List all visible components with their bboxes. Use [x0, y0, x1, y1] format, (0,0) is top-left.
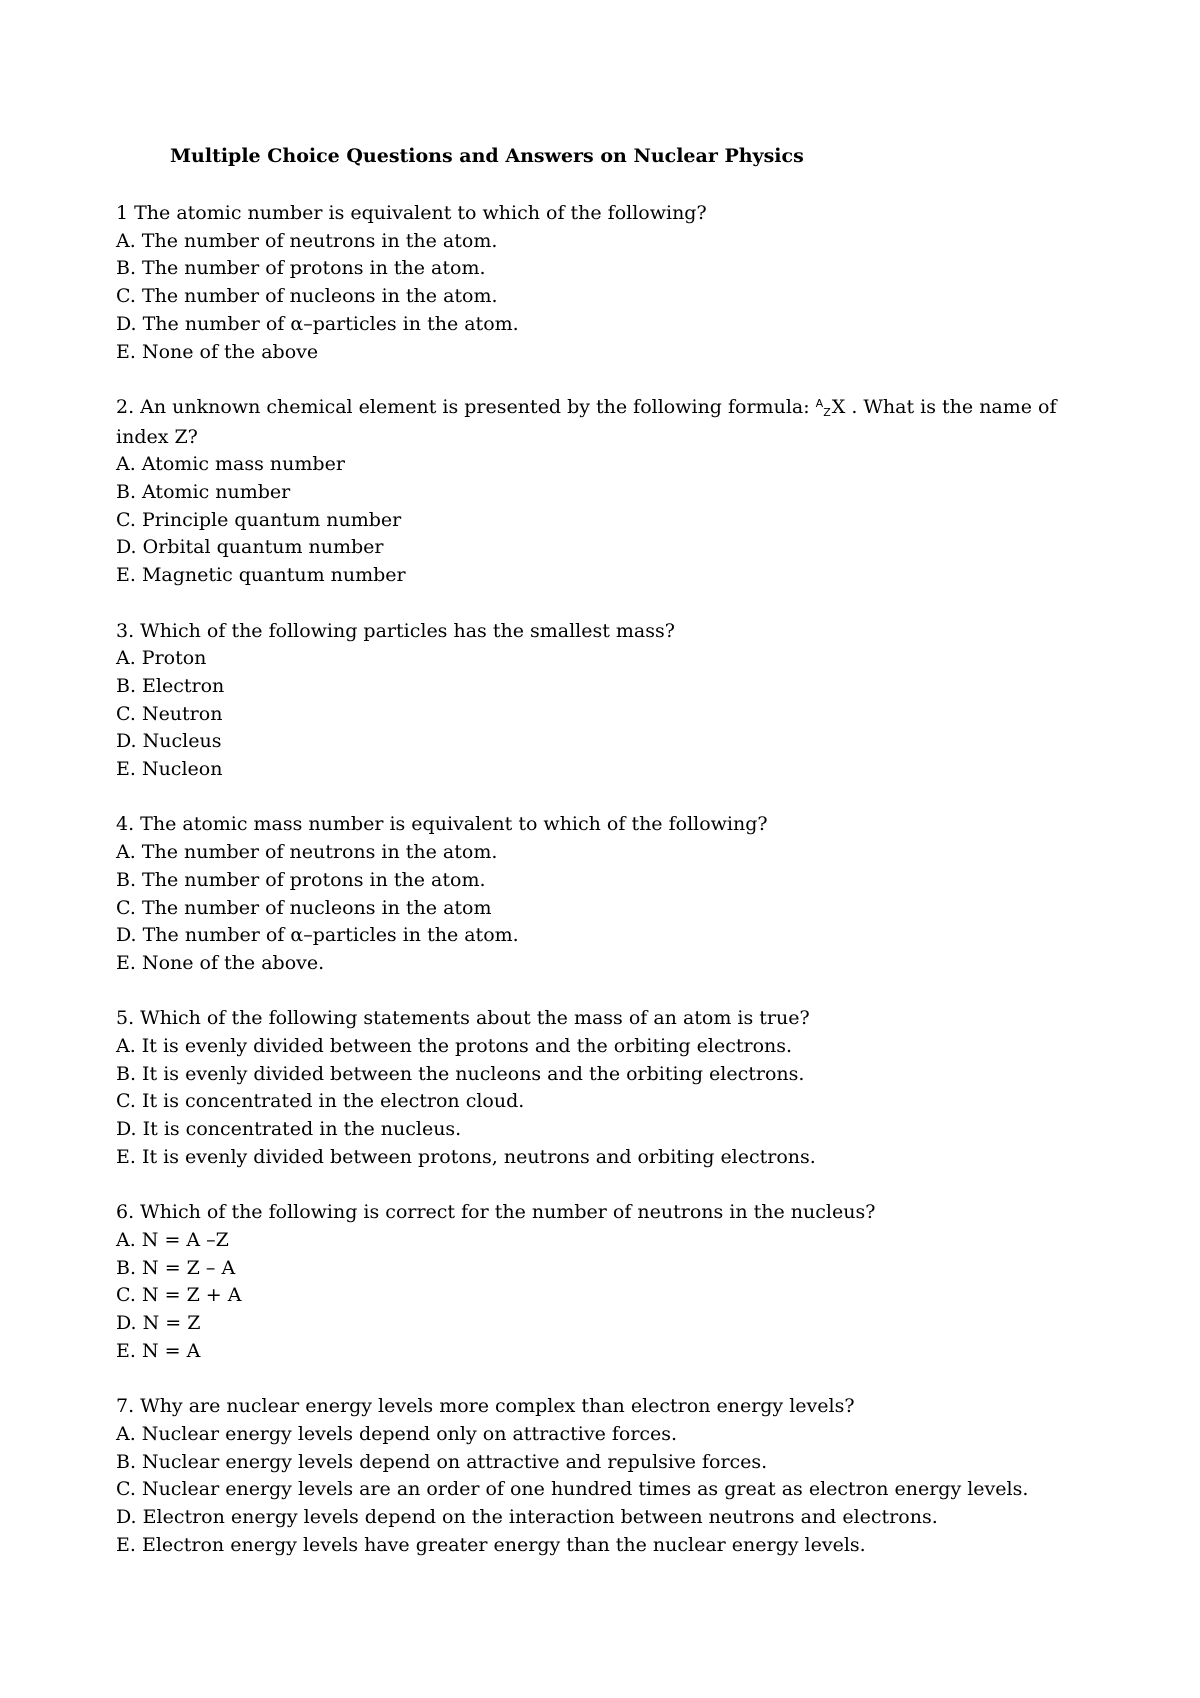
answer-option: E. Nucleon	[116, 758, 223, 781]
answer-option: E. None of the above	[116, 340, 319, 363]
answer-option: E. N = A	[116, 1339, 201, 1362]
answer-option: A. The number of neutrons in the atom.	[116, 229, 498, 252]
answer-option: D. N = Z	[116, 1312, 201, 1335]
question-text: 1 The atomic number is equivalent to which of the following?	[116, 202, 707, 224]
answer-option: B. N = Z – A	[116, 1256, 236, 1279]
answer-option: D. The number of α–particles in the atom.	[116, 924, 519, 947]
answer-option: C. N = Z + A	[116, 1284, 242, 1307]
question-text	[116, 394, 1106, 451]
answer-option: A. N = A –Z	[116, 1228, 229, 1251]
element-formula	[816, 396, 846, 418]
answer-option: C. The number of nucleons in the atom	[116, 896, 492, 919]
question-1	[116, 200, 1106, 366]
answer-option: B. Electron	[116, 674, 225, 697]
formula-symbol: X	[831, 395, 846, 418]
question-3	[116, 618, 1106, 784]
formula-subscript: Z	[823, 405, 831, 419]
answer-option: D. Nucleus	[116, 730, 222, 753]
document-title: Multiple Choice Questions and Answers on Nuclear Physics	[170, 145, 804, 167]
formula-superscript: A	[815, 396, 824, 410]
answer-option: A. The number of neutrons in the atom.	[116, 841, 498, 864]
answer-option: A. Nuclear energy levels depend only on attractive forces.	[116, 1422, 678, 1445]
question-text: 4. The atomic mass number is equivalent to which of the following?	[116, 813, 768, 836]
answer-option: E. Magnetic quantum number	[116, 564, 406, 587]
answer-option: C. Neutron	[116, 702, 223, 725]
question-7	[116, 1393, 1106, 1559]
answer-option: B. The number of protons in the atom.	[116, 257, 486, 280]
answer-option: B. Nuclear energy levels depend on attractive and repulsive forces.	[116, 1450, 768, 1473]
answer-option: D. Electron energy levels depend on the interaction between neutrons and electrons.	[116, 1505, 938, 1528]
answer-option: C. The number of nucleons in the atom.	[116, 285, 498, 308]
answer-option: D. Orbital quantum number	[116, 536, 384, 559]
question-text-before: 2. An unknown chemical element is presented by the following formula:	[116, 395, 816, 418]
question-text: 5. Which of the following statements about the mass of an atom is true?	[116, 1007, 810, 1030]
answer-option: A. It is evenly divided between the protons and the orbiting electrons.	[116, 1035, 793, 1058]
question-text-after: . What is the name of index Z?	[116, 395, 1057, 448]
question-2	[116, 394, 1106, 590]
answer-option: D. The number of α–particles in the atom.	[116, 312, 519, 335]
answer-option: E. Electron energy levels have greater energy than the nuclear energy levels.	[116, 1533, 866, 1556]
question-text: 7. Why are nuclear energy levels more complex than electron energy levels?	[116, 1395, 855, 1418]
question-text: 3. Which of the following particles has the smallest mass?	[116, 619, 675, 642]
question-list	[116, 200, 1106, 1587]
answer-option: C. It is concentrated in the electron cloud.	[116, 1090, 525, 1113]
answer-option: B. Atomic number	[116, 481, 291, 504]
answer-option: E. None of the above.	[116, 951, 325, 974]
answer-option: B. It is evenly divided between the nucleons and the orbiting electrons.	[116, 1062, 805, 1085]
answer-option: E. It is evenly divided between protons, neutrons and orbiting electrons.	[116, 1145, 816, 1168]
question-6	[116, 1199, 1106, 1365]
answer-option: A. Proton	[116, 647, 207, 670]
question-4	[116, 811, 1106, 977]
answer-option: D. It is concentrated in the nucleus.	[116, 1118, 462, 1141]
answer-option: C. Nuclear energy levels are an order of one hundred times as great as electron energy levels.	[116, 1478, 1029, 1501]
question-text: 6. Which of the following is correct for the number of neutrons in the nucleus?	[116, 1201, 876, 1224]
answer-option: A. Atomic mass number	[116, 453, 345, 476]
question-5	[116, 1005, 1106, 1171]
answer-option: C. Principle quantum number	[116, 508, 402, 531]
answer-option: B. The number of protons in the atom.	[116, 868, 486, 891]
